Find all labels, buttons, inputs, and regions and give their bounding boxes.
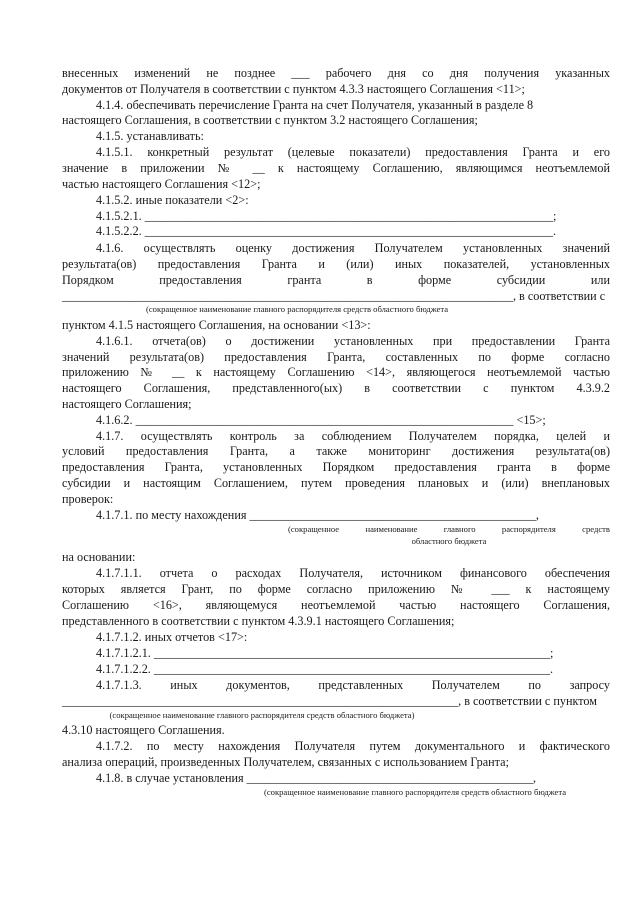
- text-line: 4.1.6.1. отчета(ов) о достижении установленных при предоставлении Гранта: [96, 334, 610, 348]
- text-line: результата(ов) предоставления Гранта и (или) иных показателей, установленных: [62, 257, 610, 271]
- text-line: 4.1.7.1.1. отчета о расходах Получателя, источником финансового обеспечения: [96, 566, 610, 580]
- text-line: настоящего Соглашения, представленного(ых) в соответствии с пунктом 4.3.9.2: [62, 381, 610, 395]
- text-line: 4.1.5.2.2. ___________________________________________________________________.: [96, 224, 557, 238]
- text-line: 4.1.6. осуществлять оценку достижения Получателем установленных значений: [96, 241, 610, 255]
- text-line: частью настоящего Соглашения <12>;: [62, 177, 261, 191]
- caption-line: областного бюджета: [411, 536, 487, 546]
- text-line: субсидии и настоящим Соглашением, путем проведения плановых и (или) внеплановых: [62, 476, 610, 490]
- text-line: 4.1.6.2. ______________________________________________________________ <15>;: [96, 413, 546, 427]
- text-line: значений результата(ов) предоставления Гранта, составленных по форме согласно: [62, 350, 610, 364]
- text-line: 4.1.7.2. по месту нахождения Получателя путем документального и фактического: [96, 739, 610, 753]
- text-line: 4.1.4. обеспечивать перечисление Гранта на счет Получателя, указанный в разделе 8: [96, 98, 534, 112]
- caption-line: (сокращенное наименование главного распорядителя средств областного бюджета): [109, 710, 415, 720]
- text-line: __________________________________________________________________________, в соответствии с: [62, 289, 606, 303]
- text-line: 4.1.7.1.2.2. _________________________________________________________________.: [96, 662, 554, 676]
- caption-line: (сокращенное наименование главного распорядителя средств областного бюджета: [145, 304, 449, 314]
- caption-line: (сокращенное наименование главного распорядителя средств: [288, 524, 610, 534]
- text-line: значение в приложении № __ к настоящему Соглашению, являющимся неотъемлемой: [62, 161, 610, 175]
- text-line: настоящего Соглашения, в соответствии с пунктом 3.2 настоящего Соглашения;: [62, 113, 478, 127]
- text-line: 4.1.7.1.2. иных отчетов <17>:: [96, 630, 248, 644]
- text-line: внесенных изменений не позднее ___ рабочего дня со дня получения указанных: [62, 66, 610, 80]
- text-line: 4.1.5.2.1. ___________________________________________________________________;: [96, 209, 557, 223]
- text-line: проверок:: [62, 492, 114, 506]
- text-line: 4.1.7.1.3. иных документов, представленных Получателем по запросу: [96, 678, 610, 692]
- text-line: Порядком предоставления гранта в форме субсидии или: [62, 273, 610, 287]
- text-line: 4.1.7. осуществлять контроль за соблюдением Получателем порядка, целей и: [96, 429, 610, 443]
- caption-line: (сокращенное наименование главного распорядителя средств областного бюджета: [263, 787, 567, 797]
- text-line: предоставления Гранта, установленных Порядком предоставления гранта в форме: [62, 460, 610, 474]
- text-line: 4.1.8. в случае установления _______________________________________________,: [96, 771, 537, 785]
- text-line: 4.1.7.1.2.1. _________________________________________________________________;: [96, 646, 554, 660]
- text-line: 4.1.5.2. иные показатели <2>:: [96, 193, 249, 207]
- text-line: Соглашению <16>, являющемуся неотъемлемой частью настоящего Соглашения,: [62, 598, 610, 612]
- text-line: документов от Получателя в соответствии с пунктом 4.3.3 настоящего Соглашения <11>;: [62, 82, 525, 96]
- text-line: 4.1.5. устанавливать:: [96, 129, 204, 143]
- text-line: пунктом 4.1.5 настоящего Соглашения, на основании <13>:: [62, 318, 371, 332]
- text-line: _________________________________________________________________, в соответствии с пунктом: [62, 694, 597, 708]
- text-line: которых является Грант, по форме согласно приложению № ___ к настоящему: [62, 582, 610, 596]
- text-line: 4.3.10 настоящего Соглашения.: [62, 723, 225, 737]
- text-line: представленного в соответствии с пунктом 4.3.9.1 настоящего Соглашения;: [62, 614, 455, 628]
- text-line: 4.1.7.1. по месту нахождения _______________________________________________,: [96, 508, 539, 522]
- text-line: приложению № __ к настоящему Соглашению <14>, являющегося неотъемлемой частью: [62, 365, 610, 379]
- text-line: анализа операций, произведенных Получателем, связанных с использованием Гранта;: [62, 755, 509, 769]
- text-line: условий предоставления Гранта, а также мониторинг достижения результата(ов): [62, 444, 610, 458]
- text-line: настоящего Соглашения;: [62, 397, 192, 411]
- text-line: 4.1.5.1. конкретный результат (целевые показатели) предоставления Гранта и его: [96, 145, 610, 159]
- text-line: на основании:: [62, 550, 136, 564]
